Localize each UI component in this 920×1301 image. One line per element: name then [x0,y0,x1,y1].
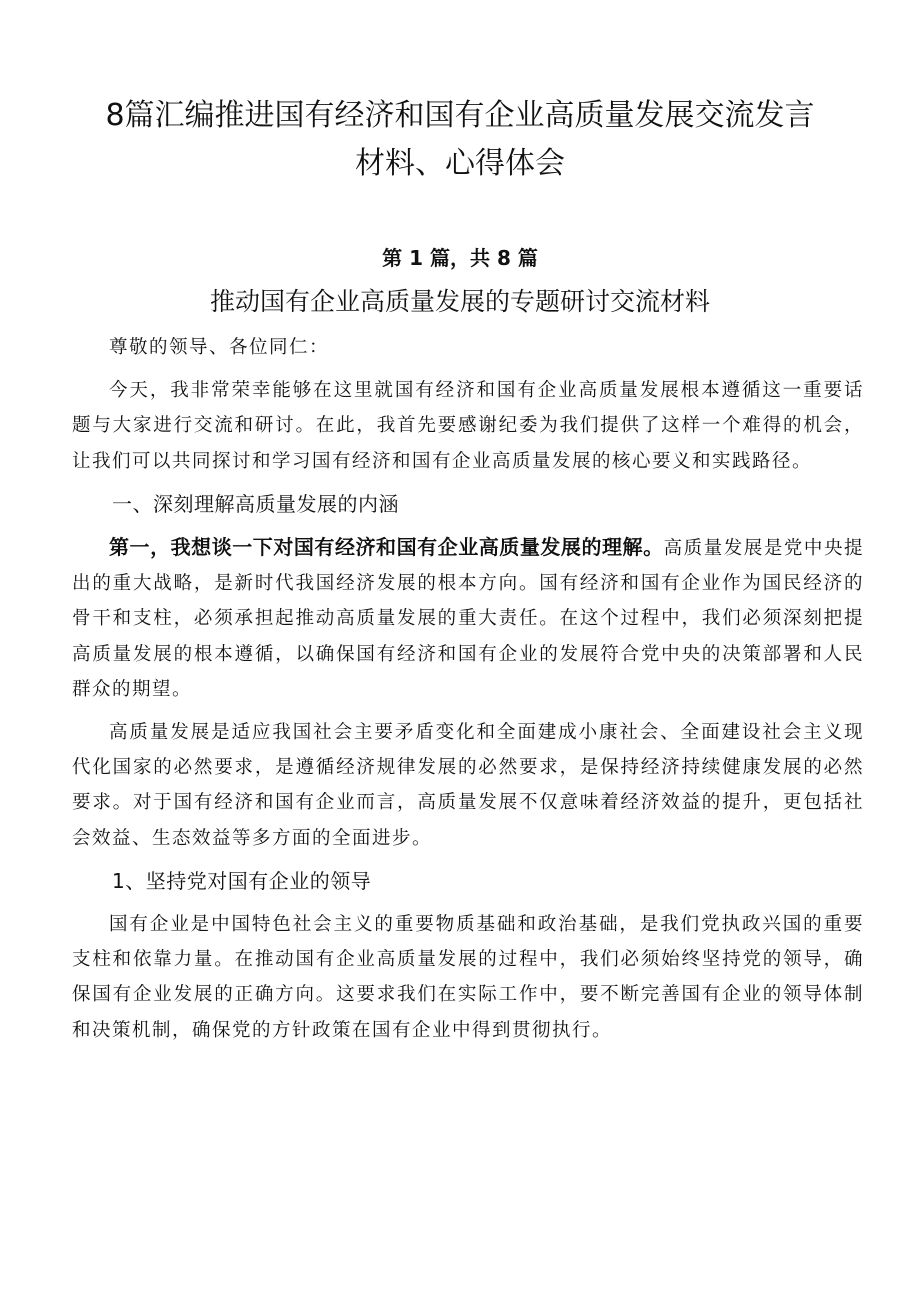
paragraph-first [72,530,864,707]
document-title-line-1: 8篇汇编推进国有经济和国有企业高质量发展交流发言 [105,98,815,133]
section-title: 推动国有企业高质量发展的专题研讨交流材料 [209,287,710,316]
heading-one: 一、深刻理解高质量发展的内涵 [112,491,399,516]
paragraph-intro: 今天，我非常荣幸能够在这里就国有经济和国有企业高质量发展根本遵循这一重要话题与大家进行交流和研讨。在此，我首先要感谢纪委为我们提供了这样一个难得的机会，让我们可以共同探讨和学习国有经济和国有企业高质量发展的核心要义和实践路径。 [72,380,864,472]
document-title [60,92,860,188]
salutation: 尊敬的领导、各位同仁： [109,337,330,358]
document-body [72,330,864,1048]
paragraph-third: 国有企业是中国特色社会主义的重要物质基础和政治基础，是我们党执政兴国的重要支柱和依靠力量。在推动国有企业高质量发展的过程中，我们必须始终坚持党的领导，确保国有企业发展的正确方向。这要求我们在实际工作中，要不断完善国有企业的领导体制和决策机制，确保党的方针政策在国有企业中得到贯彻执行。 [72,914,864,1041]
section-count-label: 第 1 篇，共 8 篇 [382,246,538,270]
document-title-line-2: 材料、心得体会 [355,146,565,181]
paragraph-first-rest: 高质量发展是党中央提出的重大战略，是新时代我国经济发展的根本方向。国有经济和国有企业作为国民经济的骨干和支柱，必须承担起推动高质量发展的重大责任。在这个过程中，我们必须深刻把提高质量发展的根本遵循，以确保国有经济和国有企业的发展符合党中央的决策部署和人民群众的期望。 [72,538,864,700]
paragraph-first-lead: 第一，我想谈一下对国有经济和国有企业高质量发展的理解。 [109,535,664,560]
paragraph-second: 高质量发展是适应我国社会主要矛盾变化和全面建成小康社会、全面建设社会主义现代化国家的必然要求，是遵循经济规律发展的必然要求，是保持经济持续健康发展的必然要求。对于国有经济和国有企业而言，高质量发展不仅意味着经济效益的提升，更包括社会效益、生态效益等多方面的全面进步。 [72,722,864,849]
heading-two: 1、坚持党对国有企业的领导 [112,868,372,893]
